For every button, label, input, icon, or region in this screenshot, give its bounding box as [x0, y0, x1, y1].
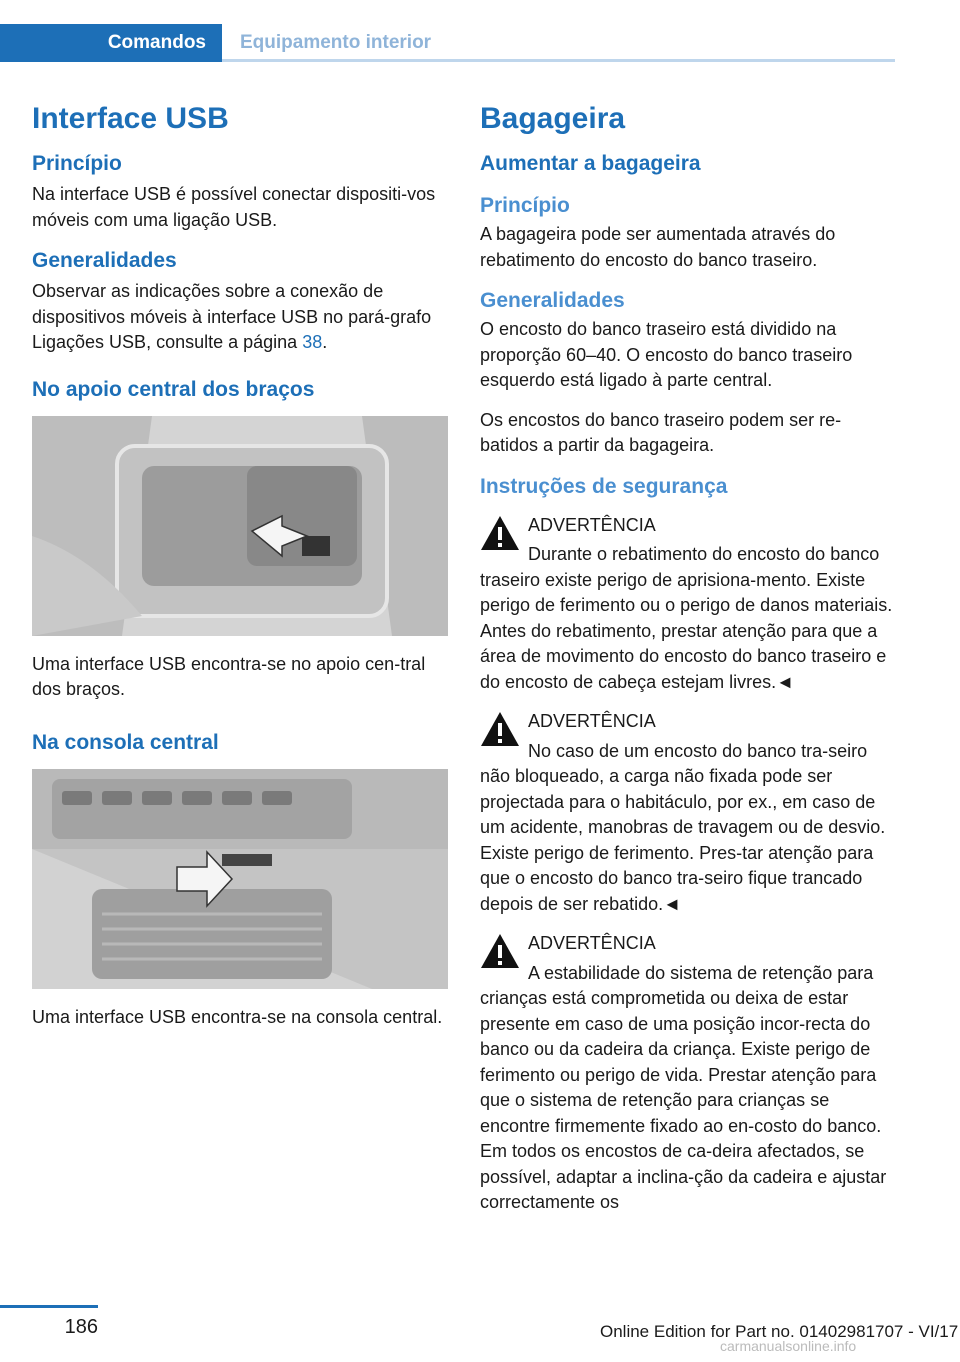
right-column — [480, 100, 896, 1230]
heading-armrest: No apoio central dos braços — [32, 377, 315, 401]
principle-text-right: A bagageira pode ser aumentada através do rebatimento do encosto do banco traseiro. — [480, 224, 836, 270]
warning-label: ADVERTÊNCIA — [528, 933, 656, 953]
general-text — [32, 279, 448, 356]
watermark: carmanualsonline.info — [720, 1338, 857, 1354]
heading-general: Generalidades — [32, 249, 177, 272]
general-text-right-1: O encosto do banco traseiro está dividido na proporção 60–40. O encosto do banco traseiro esquerdo está ligado à parte central. — [480, 319, 853, 390]
tab-equipamento-interior[interactable]: Equipamento interior — [240, 32, 432, 53]
warning-text: Durante o rebatimento do encosto do banco traseiro existe perigo de aprisiona‐mento. Existe perigo de ferimento ou o perigo de danos materiais. Antes do rebatimento, prestar atenção para que a área de movimento do encosto do banco traseiro e do encosto de cabeça estejam livres.◄ — [480, 544, 893, 692]
general-text-body: Observar as indicações sobre a conexão de dispositivos móveis à interface USB no pará‐grafo Ligações USB, consulte a página — [32, 281, 432, 352]
page-link[interactable]: 38 — [302, 332, 323, 352]
section-title-usb: Interface USB — [32, 102, 229, 135]
general-text-right-2: Os encostos do banco traseiro podem ser re‐batidos a partir da bagageira. — [480, 409, 842, 455]
warning-block — [480, 513, 896, 696]
warning-triangle-icon — [480, 515, 520, 551]
console-caption: Uma interface USB encontra-se na consola central. — [32, 1006, 443, 1027]
heading-general-right: Generalidades — [480, 289, 625, 312]
edition-note: Online Edition for Part no. 01402981707 - VI/17 — [600, 1322, 959, 1341]
armrest-caption: Uma interface USB encontra-se no apoio cen‐tral dos braços. — [32, 653, 426, 699]
header-divider — [222, 59, 895, 62]
warning-label: ADVERTÊNCIA — [528, 514, 656, 535]
warning-label: ADVERTÊNCIA — [528, 711, 656, 731]
warning-block — [480, 709, 896, 917]
warning-text: No caso de um encosto do banco tra‐seiro não bloqueado, a carga não fixada pode ser projectada para o habitáculo, por ex., em caso de um acidente, manobras de travagem ou de desvio. Existe perigo de ferimento. Pres‐tar atenção para que o encosto do banco tra‐seiro fique trancado depois de ser rebatido.◄ — [480, 740, 886, 914]
tab-comandos[interactable]: Comandos — [0, 24, 222, 62]
heading-principle-right: Princípio — [480, 194, 570, 217]
heading-safety: Instruções de segurança — [480, 474, 728, 498]
heading-console: Na consola central — [32, 730, 219, 754]
heading-principle: Princípio — [32, 152, 122, 175]
principle-text: Na interface USB é possível conectar dispositi‐vos móveis com uma ligação USB. — [32, 184, 436, 230]
footer-divider — [0, 1305, 98, 1308]
warning-block — [480, 931, 896, 1216]
console-usb-photo — [32, 769, 448, 989]
section-title-luggage: Bagageira — [480, 102, 626, 135]
left-column — [32, 100, 448, 1044]
warning-triangle-icon — [480, 933, 520, 969]
general-text-end: . — [322, 332, 328, 352]
header-bar — [0, 24, 960, 62]
page-number: 186 — [64, 1316, 98, 1338]
warning-triangle-icon — [480, 711, 520, 747]
armrest-usb-photo — [32, 416, 448, 636]
heading-enlarge: Aumentar a bagageira — [480, 152, 701, 175]
warning-text: A estabilidade do sistema de retenção para crianças está comprometida ou deixa de estar presente em caso de uma posição incor‐recta do banco ou da cadeira da criança. Existe perigo de ferimento ou perigo de vida. Prestar atenção para que o sistema de retenção para crianças se encontre firmemente fixado ao en‐costo do banco. Em todos os encostos de ca‐deira afectados, se possível, adaptar a inclina‐ção da cadeira e ajustar correctamente os — [480, 962, 887, 1212]
